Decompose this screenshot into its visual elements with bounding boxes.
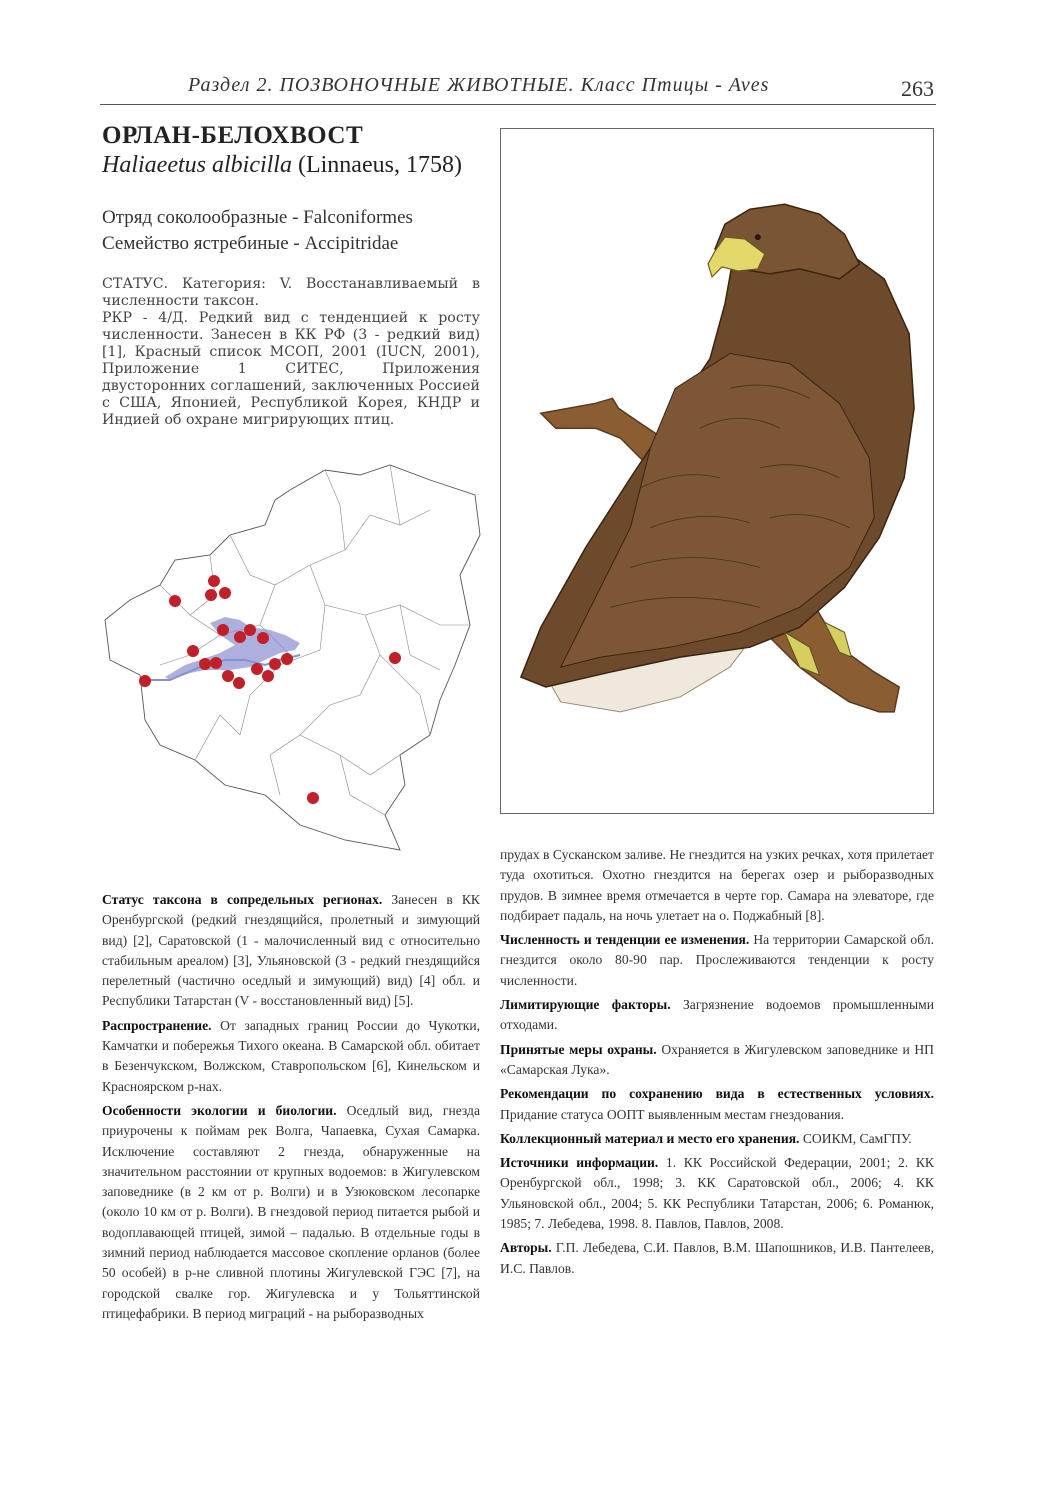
section-heading: Авторы.	[500, 1240, 552, 1256]
species-latin-name	[102, 152, 462, 179]
eagle-illustration	[501, 129, 933, 813]
latin-binomial: Haliaeetus albicilla	[102, 152, 292, 178]
record-dot	[222, 670, 234, 682]
section-paragraph: Лимитирующие факторы. Загрязнение водоемов промышленными отходами.	[500, 997, 934, 1033]
record-dot	[234, 631, 246, 643]
record-dot	[233, 677, 245, 689]
record-dot	[187, 645, 199, 657]
status-category: СТАТУС. Категория: V. Восстанавливаемый в численности таксон.	[102, 276, 480, 309]
record-dot	[281, 653, 293, 665]
section-heading: Численность и тенденции ее изменения.	[500, 932, 750, 948]
section-paragraph: Авторы. Г.П. Лебедева, С.И. Павлов, В.М. Шапошников, И.В. Пантелеев, И.С. Павлов.	[500, 1240, 934, 1276]
section-paragraph: Рекомендации по сохранению вида в естественных условиях. Придание статуса ООПТ выявленным местам гнездования.	[500, 1086, 934, 1122]
section-paragraph: Численность и тенденции ее изменения. На территории Самарской обл. гнездится около 80-90 пар. Прослеживаются тенденции к росту численности.	[500, 932, 934, 988]
running-header	[100, 70, 936, 105]
section-heading: Принятые меры охраны.	[500, 1041, 657, 1057]
status-block	[102, 276, 480, 429]
section-heading: Распространение.	[102, 1017, 212, 1033]
latin-author: (Linnaeus, 1758)	[297, 152, 462, 178]
record-dot	[219, 587, 231, 599]
section-heading: Статус таксона в сопредельных регионах.	[102, 892, 383, 907]
running-title: Раздел 2. ПОЗВОНОЧНЫЕ ЖИВОТНЫЕ. Класс Птицы - Aves	[188, 74, 770, 96]
section-heading: Коллекционный материал и место его хранения.	[500, 1130, 800, 1146]
record-dot	[251, 663, 263, 675]
taxon-order: Отряд соколообразные - Falconiformes	[102, 207, 413, 228]
record-dot	[217, 624, 229, 636]
status-rkr: РКР - 4/Д. Редкий вид с тенденцией к росту численности. Занесен в КК РФ (3 - редкий вид) [1], Красный список МСОП, 2001 (IUCN, 2001), Приложение 1 СИТЕС, Приложения двусторонних соглашений, заключенных Россией с США, Японией, Республикой Корея, КНДР и Индией об охране мигрирующих птиц.	[102, 310, 480, 428]
right-column-text	[500, 845, 934, 1283]
distribution-map	[100, 455, 485, 865]
left-column-text	[102, 890, 480, 1328]
record-dot	[199, 658, 211, 670]
section-heading: Особенности экологии и биологии.	[102, 1102, 337, 1118]
record-dot	[389, 652, 401, 664]
section-paragraph: Принятые меры охраны. Охраняется в Жигулевском заповеднике и НП «Самарская Лука».	[500, 1041, 934, 1077]
continuation-paragraph: прудах в Сусканском заливе. Не гнездится на узких речках, хотя прилетает туда охотиться. Охотно гнездится на берегах озер и рыборазводных прудов. В зимнее время отмечается в черте гор. Самара на элеваторе, где подбирает падаль, на ночь улетает на о. Поджабный [8].	[500, 847, 934, 923]
section-paragraph: Распространение. От западных границ России до Чукотки, Камчатки и побережья Тихого океана. В Самарской обл. обитает в Безенчукском, Волжском, Ставропольском [6], Кинельском и Красноярском р-нах.	[102, 1017, 480, 1094]
section-paragraph: Особенности экологии и биологии. Оседлый вид, гнезда приурочены к поймам рек Волга, Чапаевка, Сухая Самарка. Исключение составляют 2 гнезда, обнаруженные на значительном расстоянии от крупных водоемов: в Жигулевском заповеднике (в 2 км от р. Волги) и в Узюковском лесопарке (около 10 км от р. Волги). В гнездовой период питается рыбой и водоплавающей птицей, зимой – падалью. В отдельные годы в зимний период наблюдается массовое скопление орланов (более 50 особей) в р-не сливной плотины Жигулевской ГЭС [7], на городской свалке гор. Жигулевска и у Тольяттинской птицефабрики. В период миграций - на рыборазводных	[102, 1102, 480, 1321]
eagle-eye	[755, 234, 761, 240]
section-heading: Рекомендации по сохранению вида в естественных условиях.	[500, 1086, 934, 1102]
record-dot	[257, 632, 269, 644]
record-dot	[205, 589, 217, 601]
record-dot	[262, 670, 274, 682]
section-heading: Лимитирующие факторы.	[500, 997, 671, 1013]
section-heading: Источники информации.	[500, 1155, 659, 1171]
record-dot	[139, 675, 151, 687]
page-number: 263	[901, 76, 934, 101]
record-dot	[307, 792, 319, 804]
record-dot	[244, 624, 256, 636]
reservoir	[165, 617, 300, 680]
species-title: ОРЛАН-БЕЛОХВОСТ	[102, 122, 364, 149]
section-paragraph: Статус таксона в сопредельных регионах. Занесен в КК Оренбургской (редкий гнездящийся, пролетный и зимующий вид) [2], Саратовской (1 - малочисленный вид с относительно стабильным ареалом) [3], Ульяновской (3 - редкий гнездящийся перелетный (частично оседлый и зимующий) вид) [4] обл. и Республики Татарстан (V - восстановленный вид) [5].	[102, 892, 480, 1009]
record-dot	[169, 595, 181, 607]
section-paragraph: Источники информации. 1. КК Российской Федерации, 2001; 2. КК Оренбургской обл., 1998; 3. КК Саратовской обл., 2006; 4. КК Ульяновской обл., 2004; 5. КК Республики Татарстан, 2006; 6. Романюк, 1985; 7. Лебедева, 1998. 8. Павлов, Павлов, 2008.	[500, 1155, 934, 1232]
record-dot	[210, 657, 222, 669]
record-dot	[208, 575, 220, 587]
record-dot	[269, 658, 281, 670]
illustration-frame	[500, 128, 934, 814]
section-paragraph: Коллекционный материал и место его хранения. СОИКМ, СамГПУ.	[500, 1130, 912, 1146]
taxon-family: Семейство ястребиные - Accipitridae	[102, 233, 399, 254]
